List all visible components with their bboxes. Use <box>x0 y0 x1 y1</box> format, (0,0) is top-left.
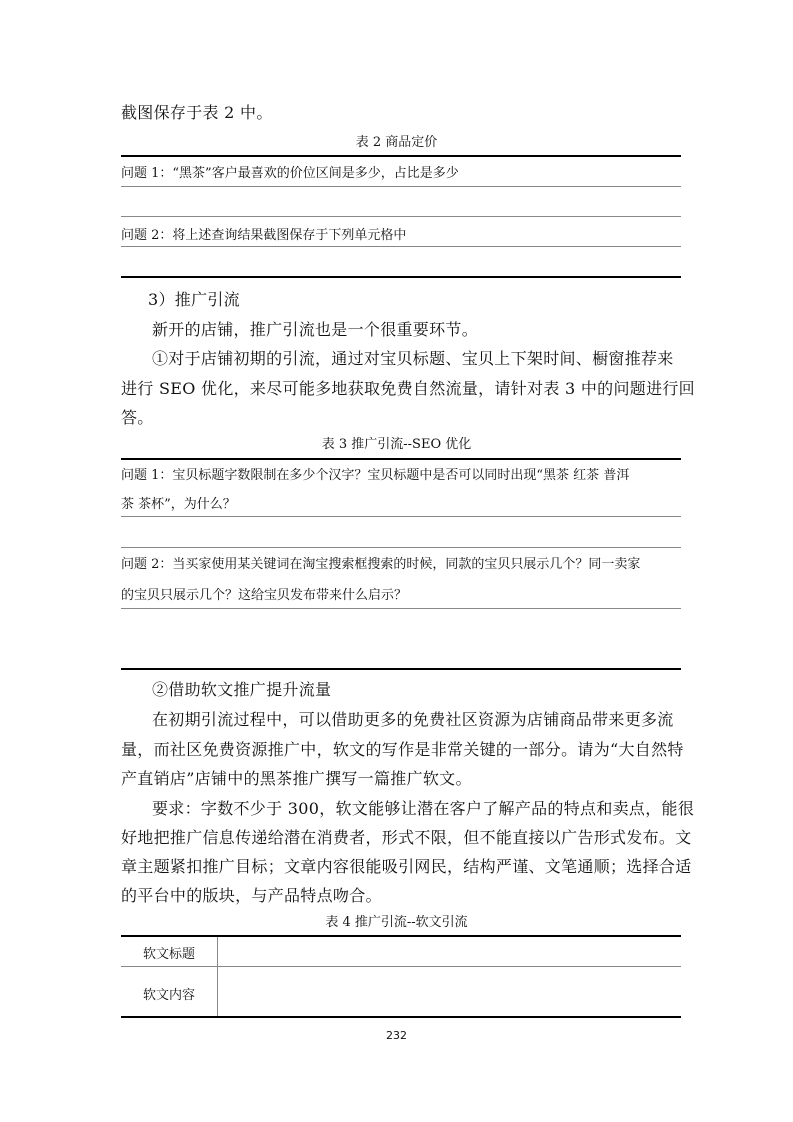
section3-paragraph-1: 新开的店铺，推广引流也是一个很重要环节。 <box>152 320 479 339</box>
soft-article-paragraph-2-line: 的平台中的版块，与产品特点吻合。 <box>121 886 382 905</box>
soft-article-paragraph-2-line: 章主题紧扣推广目标；文章内容很能吸引网民，结构严谨、文笔通顺；选择合适 <box>121 857 692 876</box>
table2-top-rule <box>121 155 681 157</box>
table3-question-2-line: 问题 2：当买家使用某关键词在淘宝搜索框搜索的时候，同款的宝贝只展示几个？同一卖家 <box>121 557 641 572</box>
page-number: 232 <box>386 1029 407 1042</box>
table2-bottom-rule <box>121 276 681 278</box>
table2-question-2: 问题 2：将上述查询结果截图保存于下列单元格中 <box>121 228 407 243</box>
table3-caption: 表 3 推广引流--SEO 优化 <box>321 437 472 452</box>
table4-caption: 表 4 推广引流--软文引流 <box>325 915 468 930</box>
soft-article-heading: ②借助软文推广提升流量 <box>152 680 332 699</box>
table2-divider <box>121 216 681 217</box>
table3-top-rule <box>121 458 681 460</box>
table3-question-1-line: 茶 茶杯”，为什么？ <box>121 497 236 512</box>
soft-article-paragraph-1-line: 在初期引流过程中，可以借助更多的免费社区资源为店铺商品带来更多流 <box>152 710 674 729</box>
section3-paragraph-2-line: 答。 <box>121 408 154 427</box>
table2-divider <box>121 246 681 247</box>
table3-divider <box>121 608 681 609</box>
section3-heading: 3）推广引流 <box>148 290 240 309</box>
soft-article-paragraph-1-line: 量，而社区免费资源推广中，软文的写作是非常关键的一部分。请为“大自然特 <box>121 740 684 759</box>
table3-question-2-line: 的宝贝只展示几个？这给宝贝发布带来什么启示？ <box>121 588 408 603</box>
intro-line: 截图保存于表 2 中。 <box>121 103 273 122</box>
table3-divider <box>121 516 681 517</box>
table4-content-label: 软文内容 <box>142 988 195 1003</box>
table4-bottom-rule <box>121 1016 681 1018</box>
table2-caption: 表 2 商品定价 <box>355 135 438 150</box>
table2-divider <box>121 186 681 187</box>
table4-content-cell[interactable] <box>218 967 681 1016</box>
soft-article-paragraph-2-line: 要求：字数不少于 300，软文能够让潜在客户了解产品的特点和卖点，能很 <box>152 799 695 818</box>
section3-paragraph-2-line: 进行 SEO 优化，来尽可能多地获取免费自然流量，请针对表 3 中的问题进行回 <box>121 379 695 398</box>
section3-paragraph-2-line: ①对于店铺初期的引流，通过对宝贝标题、宝贝上下架时间、橱窗推荐来 <box>152 349 674 368</box>
table4-title-cell[interactable] <box>218 937 681 966</box>
soft-article-paragraph-1-line: 产直销店”店铺中的黑茶推广撰写一篇推广软文。 <box>121 769 472 788</box>
table3-divider <box>121 547 681 548</box>
table3-bottom-rule <box>121 668 681 670</box>
table3-question-1-line: 问题 1：宝贝标题字数限制在多少个汉字？宝贝标题中是否可以同时出现“黑茶 红茶 普洱 <box>121 468 630 483</box>
soft-article-paragraph-2-line: 好地把推广信息传递给潜在消费者，形式不限，但不能直接以广告形式发布。文 <box>121 828 692 847</box>
table4-title-label: 软文标题 <box>142 947 195 962</box>
table2-question-1: 问题 1：“黑茶”客户最喜欢的价位区间是多少，占比是多少 <box>121 166 459 181</box>
